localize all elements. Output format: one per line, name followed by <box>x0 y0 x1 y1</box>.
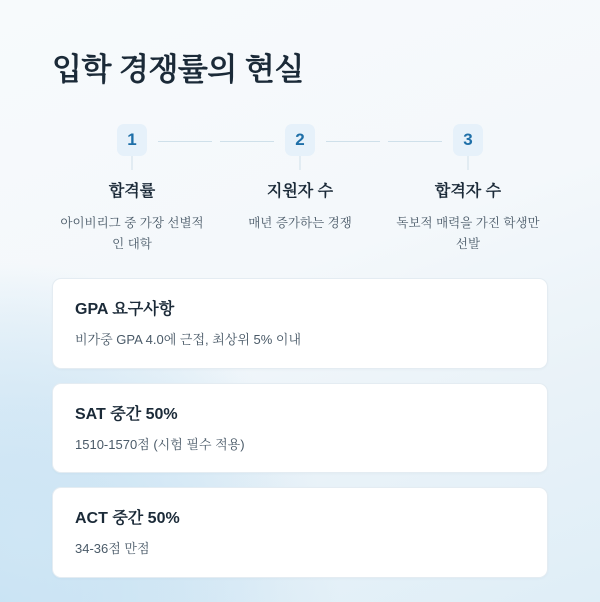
step-item-1 <box>52 120 212 254</box>
step-tick <box>468 156 469 170</box>
card-title: SAT 중간 50% <box>75 405 178 423</box>
connector-line-right <box>158 141 212 142</box>
step-number-badge: 1 <box>117 124 147 156</box>
card-description: 비가중 GPA 4.0에 근접, 최상위 5% 이내 <box>75 332 302 347</box>
step-badge-row <box>220 120 380 164</box>
requirement-card-gpa <box>52 278 548 369</box>
requirement-card-sat <box>52 383 548 474</box>
card-title: ACT 중간 50% <box>75 510 180 527</box>
step-description: 매년 증가하는 경쟁 <box>248 216 352 230</box>
connector-line-left <box>388 141 442 142</box>
step-tick <box>300 156 301 170</box>
step-badge-row <box>388 120 548 164</box>
step-item-2 <box>220 120 380 254</box>
step-title: 지원자 수 <box>266 183 334 200</box>
page-title: 입학 경쟁률의 현실 <box>52 52 304 87</box>
step-badge-row <box>52 120 212 164</box>
step-tick <box>132 156 133 170</box>
requirement-cards <box>52 278 548 592</box>
step-item-3 <box>388 120 548 254</box>
card-description: 34-36점 만점 <box>75 541 150 556</box>
step-number-badge: 2 <box>285 124 315 156</box>
steps-row <box>52 120 548 254</box>
step-title: 합격률 <box>108 183 156 200</box>
step-description: 아이비리그 중 가장 선별적인 대학 <box>60 216 204 251</box>
step-title: 합격자 수 <box>434 183 502 200</box>
connector-line-right <box>326 141 380 142</box>
requirement-card-act <box>52 487 548 578</box>
step-description: 독보적 매력을 가진 학생만 선발 <box>396 216 540 251</box>
connector-line-left <box>220 141 274 142</box>
card-description: 1510-1570점 (시험 필수 적용) <box>75 436 245 452</box>
card-title: GPA 요구사항 <box>75 301 175 318</box>
step-number-badge: 3 <box>453 124 483 156</box>
